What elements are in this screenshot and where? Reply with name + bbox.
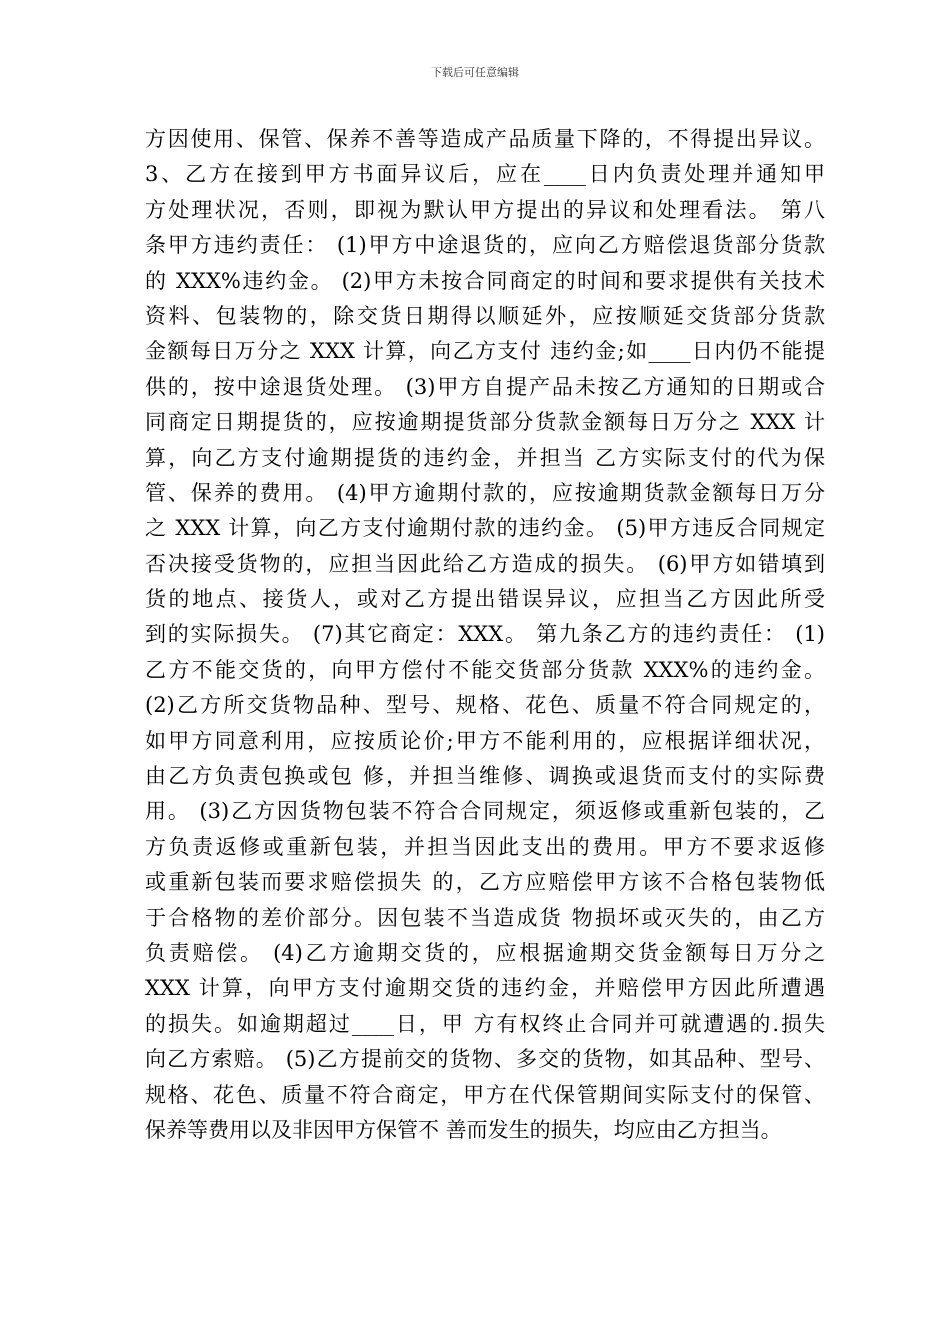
page-header: 下载后可任意编辑 xyxy=(431,66,519,79)
text-line: 或重新包装而要求赔偿损失 的，乙方应赔偿甲方该不合格包装物低 xyxy=(145,870,825,895)
text-line: 金额每日万分之 XXX 计算，向乙方支付 违约金;如____日内仍不能提 xyxy=(145,339,825,364)
text-line: (2)乙方所交货物品种、型号、规格、花色、质量不符合同规定的， xyxy=(145,693,825,718)
text-line: 同商定日期提货的，应按逾期提货部分货款金额每日万分之 XXX 计 xyxy=(145,410,825,435)
text-line: XXX 计算，向甲方支付逾期交货的违约金，并赔偿甲方因此所遭遇 xyxy=(145,976,825,1001)
text-line: 供的，按中途退货处理。 (3)甲方自提产品未按乙方通知的日期或合 xyxy=(145,374,825,399)
text-line: 乙方不能交货的，向甲方偿付不能交货部分货款 XXX%的违约金。 xyxy=(145,657,825,682)
text-line: 算，向乙方支付逾期提货的违约金，并担当 乙方实际支付的代为保 xyxy=(145,445,825,470)
text-line: 否决接受货物的，应担当因此给乙方造成的损失。 (6)甲方如错填到 xyxy=(145,551,825,576)
text-line: 方因使用、保管、保养不善等造成产品质量下降的，不得提出异议。 xyxy=(145,127,825,151)
text-line: 方处理状况，否则，即视为默认甲方提出的异议和处理看法。 第八 xyxy=(145,197,825,222)
text-line: 资料、包装物的，除交货日期得以顺延外，应按顺延交货部分货款 xyxy=(145,303,825,328)
text-line: 如甲方同意利用，应按质论价;甲方不能利用的，应根据详细状况， xyxy=(145,728,825,753)
text-line: 货的地点、接货人，或对乙方提出错误异议，应担当乙方因此所受 xyxy=(145,587,825,612)
text-line: 方负责返修或重新包装，并担当因此支出的费用。甲方不要求返修 xyxy=(145,834,825,859)
text-line: 3、乙方在接到甲方书面异议后，应在____日内负责处理并通知甲 xyxy=(145,162,825,187)
text-line: 到的实际损失。 (7)其它商定：XXX。 第九条乙方的违约责任： (1) xyxy=(145,622,825,647)
text-line: 之 XXX 计算，向乙方支付逾期付款的违约金。 (5)甲方违反合同规定 xyxy=(145,516,825,541)
text-line: 的损失。如逾期超过____日，甲 方有权终止合同并可就遭遇的.损失 xyxy=(145,1011,825,1036)
text-line: 用。 (3)乙方因货物包装不符合合同规定，须返修或重新包装的，乙 xyxy=(145,799,825,824)
text-line: 向乙方索赔。 (5)乙方提前交的货物、多交的货物，如其品种、型号、 xyxy=(145,1047,825,1072)
text-line: 的 XXX%违约金。 (2)甲方未按合同商定的时间和要求提供有关技术 xyxy=(145,268,825,293)
text-line: 由乙方负责包换或包 修，并担当维修、调换或退货而支付的实际费 xyxy=(145,764,825,789)
text-line: 条甲方违约责任： (1)甲方中途退货的，应向乙方赔偿退货部分货款 xyxy=(145,233,825,258)
text-line: 管、保养的费用。 (4)甲方逾期付款的，应按逾期货款金额每日万分 xyxy=(145,480,825,505)
text-line: 保养等费用以及非因甲方保管不 善而发生的损失，均应由乙方担当。 xyxy=(145,1117,782,1142)
document-body xyxy=(145,122,825,1148)
text-line: 于合格物的差价部分。因包装不当造成货 物损坏或灭失的，由乙方 xyxy=(145,905,825,930)
text-line: 规格、花色、质量不符合商定，甲方在代保管期间实际支付的保管、 xyxy=(145,1082,825,1107)
text-line: 负责赔偿。 (4)乙方逾期交货的，应根据逾期交货金额每日万分之 xyxy=(145,940,825,965)
